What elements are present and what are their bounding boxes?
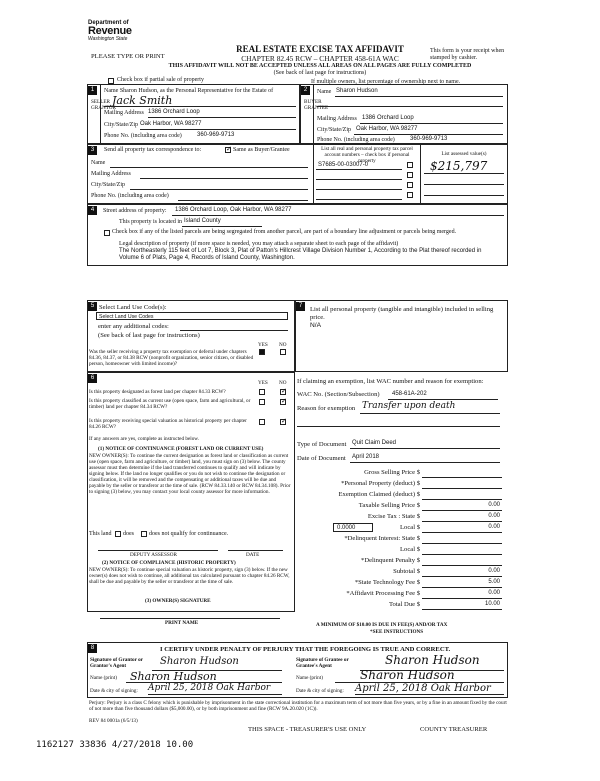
recording-stamp: 1162127 33836 4/27/2018 10.00: [36, 740, 194, 750]
tax-row-value[interactable]: 0.00: [488, 524, 500, 530]
doc-date[interactable]: April 2018: [352, 454, 380, 460]
s6-yes: YES: [258, 380, 268, 386]
personal-property-label: List all personal property (tangible and intangible) included in selling price.: [310, 306, 494, 321]
same-as-buyer-checkbox[interactable]: ✓: [226, 145, 232, 153]
tax-row-label: Taxable Selling Price $: [358, 502, 420, 509]
forest-no-checkbox[interactable]: ✓: [281, 387, 287, 395]
buyer-address[interactable]: 1386 Orchard Loop: [362, 115, 414, 121]
doc-type[interactable]: Quit Claim Deed: [352, 440, 397, 446]
if-yes-note: If any answers are yes, complete as instructed below.: [89, 436, 200, 442]
seller-phone[interactable]: 360-969-9713: [197, 132, 235, 138]
assessed-header: List assessed value(s): [441, 151, 487, 157]
current-use-yes-checkbox[interactable]: [259, 399, 265, 405]
parcel-number[interactable]: S7685-00-03007-0: [318, 162, 369, 168]
local-rate-box[interactable]: 0.0000: [333, 523, 373, 532]
print-name-label: PRINT NAME: [165, 620, 199, 626]
s6-no: NO: [279, 380, 287, 386]
historic-no-checkbox[interactable]: ✓: [281, 417, 287, 425]
tax-row-label: Local $: [400, 524, 420, 531]
buyer-grantee-label: BUYER GRANTEE: [304, 99, 329, 111]
personal-property-checkbox-3[interactable]: [407, 182, 413, 188]
seller-name-label: Name Sharon Hudson, as the Personal Representative for the Estate of: [104, 88, 274, 94]
wac-number[interactable]: 458-61A-202: [392, 391, 427, 397]
reason-hand: Transfer upon death: [362, 401, 456, 411]
tax-row-value[interactable]: 10.00: [484, 601, 500, 607]
send-correspondence-label: Send all property tax correspondence to:: [104, 147, 202, 153]
deputy-assessor: DEPUTY ASSESSOR: [130, 552, 177, 558]
personal-property-checkbox-2[interactable]: [407, 172, 413, 178]
s3-address-label: Mailing Address: [91, 171, 131, 177]
buyer-city-label: City/State/Zip: [317, 127, 351, 133]
segregated-checkbox[interactable]: [104, 230, 110, 236]
partial-sale-label: Check box if partial sale of property: [117, 77, 204, 83]
seller-address-label: Mailing Address: [104, 110, 144, 116]
exempt-no-checkbox[interactable]: [280, 349, 286, 355]
historic-q: Is this property receiving special valuation as historical property per chapter 84.26 RCW?: [89, 418, 247, 430]
form-chapter: CHAPTER 82.45 RCW – CHAPTER 458-61A WAC: [241, 54, 399, 63]
current-use-q: Is this property classified as current use (open space, farm and agricultural, or timber) land per chapter 84.34 RCW?: [89, 398, 251, 410]
exemption-claim-label: If claiming an exemption, list WAC number and reason for exemption:: [297, 378, 484, 385]
name-print-right-label: Name (print): [296, 675, 323, 681]
tax-row-label: Excise Tax : State $: [367, 513, 420, 520]
seller-name-hand: Jack Smith: [112, 94, 173, 107]
section-3-marker: 3: [88, 146, 97, 155]
multiple-owners-note: If multiple owners, list percentage of ownership next to name.: [311, 79, 461, 85]
type-or-print: PLEASE TYPE OR PRINT: [91, 53, 165, 60]
buyer-address-label: Mailing Address: [317, 116, 357, 122]
date-city-left-label: Date & city of signing:: [90, 688, 138, 694]
tax-row-value[interactable]: 0.00: [488, 502, 500, 508]
personal-property-checkbox-1[interactable]: [407, 162, 413, 168]
buyer-phone-label: Phone No. (including area code): [317, 137, 395, 143]
see-instructions: *SEE INSTRUCTIONS: [370, 629, 424, 635]
certify-statement: I CERTIFY UNDER PENALTY OF PERJURY THAT THE FOREGOING IS TRUE AND CORRECT.: [160, 646, 451, 653]
name-print-left-label: Name (print): [90, 675, 117, 681]
street-label: Street address of property:: [103, 208, 167, 214]
county[interactable]: Island County: [184, 218, 221, 224]
section-5-marker: 5: [88, 302, 97, 311]
section-2-marker: 2: [301, 86, 310, 95]
s3-name-label: Name: [91, 160, 106, 166]
does-label: does: [123, 531, 134, 537]
reason-label: Reason for exemption: [297, 405, 356, 412]
treasurer-use: THIS SPACE - TREASURER'S USE ONLY: [248, 726, 367, 733]
legal-label: Legal description of property (if more space is needed, you may attach a separate sheet to each page of the affidavit): [119, 241, 399, 247]
dor-logo: Department of Revenue Washington State: [88, 20, 132, 42]
receipt-note: This form is your receipt when stamped by cashier.: [430, 48, 505, 61]
sig-grantor-hand: Sharon Hudson: [160, 656, 239, 667]
name-print-left-hand: Sharon Hudson: [130, 670, 217, 683]
assessed-value-hand: $215,797: [430, 159, 488, 173]
land-does-not-checkbox[interactable]: [141, 531, 147, 537]
wac-label: WAC No. (Section/Subsection): [297, 391, 380, 398]
exempt-yes-checkbox[interactable]: [259, 349, 265, 355]
s3-city-label: City/State/Zip: [91, 182, 125, 188]
notice-continuance-body: NEW OWNER(S): To continue the current designation as forest land or classification as current use (open space, farm and agriculture, or timber) land, you must sign on (3) below. The county assessor must then determine if the land transferred continues to qualify and will indicate by signing below. If the land no longer qualifies or you do not wish to continue the designation or classification, it will be removed and the compensating or additional taxes will be due and payable by the seller or transferor at the time of sale. (RCW 84.33.140 or RCW 84.34.108). Prior to signing (3) below, you may contact your local county assessor for more information.: [89, 453, 291, 495]
tax-row-label: *Affidavit Processing Fee $: [346, 590, 420, 597]
s3-phone-label: Phone No. (including area code): [91, 193, 169, 199]
personal-property-checkbox-4[interactable]: [407, 192, 413, 198]
form-title: REAL ESTATE EXCISE TAX AFFIDAVIT: [236, 44, 404, 54]
section-6-marker: 6: [88, 374, 97, 383]
segregated-label: Check box if any of the listed parcels are being segregated from another parcel, are part of a boundary line adjustment or parcels being merged.: [112, 229, 457, 235]
see-back-note: (See back of last page for instructions): [273, 70, 367, 76]
s5-yes: YES: [258, 342, 268, 348]
sig-grantor-label: Signature of Grantor or Grantor's Agent: [90, 657, 143, 669]
section-7-marker: 7: [296, 302, 305, 311]
tax-row-value[interactable]: 5.00: [488, 579, 500, 585]
land-label: This land: [89, 531, 112, 537]
street-address[interactable]: 1386 Orchard Loop, Oak Harbor, WA 98277: [175, 207, 292, 213]
doc-date-label: Date of Document: [297, 455, 346, 462]
section-1-marker: 1: [88, 86, 97, 95]
s5-no: NO: [279, 342, 287, 348]
section-8-marker: 8: [88, 644, 97, 653]
notice-continuance-title: (1) NOTICE OF CONTINUANCE (FOREST LAND OR CURRENT USE): [98, 446, 264, 452]
legal-description[interactable]: The Northeasterly 115 feet of Lot 7, Block 3, Plat of Patton's Hillcrest Village Division Number 1, According to the Plat thereof recorded in Volume 6 of Plats, Page 4, Records of Island County, Washington.: [119, 248, 482, 261]
tax-row-label: Exemption Claimed (deduct) $: [338, 491, 420, 498]
seller-phone-label: Phone No. (including area code): [104, 133, 182, 139]
tax-row-label: Subtotal $: [393, 568, 420, 575]
tax-row-label: *Personal Property (deduct) $: [341, 480, 420, 487]
exemption-question: Was the seller receiving a property tax exemption or deferral under chapters 84.36, 84.37, or 84.38 RCW (nonprofit organization, senior citizen, or disabled person, homeowner with limited income)?: [89, 349, 254, 367]
additional-codes-label: enter any additional codes:: [98, 323, 169, 330]
buyer-name[interactable]: Sharon Hudson: [336, 88, 378, 94]
seller-city[interactable]: Oak Harbor, WA 98277: [140, 121, 202, 127]
seller-grantor-label: SELLER GRANTOR: [91, 99, 116, 111]
land-does-checkbox[interactable]: [115, 531, 121, 537]
tax-row-value[interactable]: 0.00: [488, 568, 500, 574]
minimum-due: A MINIMUM OF $10.00 IS DUE IN FEE(S) AND/OR TAX: [316, 622, 448, 628]
tax-row-label: *State Technology Fee $: [354, 579, 420, 586]
name-print-right-hand: Sharon Hudson: [360, 668, 455, 682]
seller-address[interactable]: 1386 Orchard Loop: [148, 109, 200, 115]
select-land-use-label: Select Land Use Code(s):: [99, 304, 167, 311]
perjury-notice: Perjury: Perjury is a class C felony which is punishable by imprisonment in the state correctional institution for a maximum term of not more than five years, or by a fine in an amount fixed by the court of not more than five thousand dollars ($5,000.00), or by both imprisonment and fine (RCW 9A.20.020 (1C)).: [89, 700, 507, 712]
forest-land-q: Is this property designated as forest land per chapter 84.33 RCW?: [89, 389, 226, 395]
buyer-name-label: Name: [317, 89, 332, 95]
sig-grantee-label: Signature of Grantee or Grantee's Agent: [296, 657, 349, 669]
same-as-buyer-label: Same as Buyer/Grantee: [233, 147, 290, 153]
form-warning: THIS AFFIDAVIT WILL NOT BE ACCEPTED UNLESS ALL AREAS ON ALL PAGES ARE FULLY COMPLETED: [168, 63, 472, 69]
seller-city-label: City/State/Zip: [104, 122, 138, 128]
located-label: This property is located in: [119, 219, 182, 225]
sig-grantee-hand: Sharon Hudson: [385, 653, 480, 667]
parcel-header: List all real and personal property tax parcel account numbers – check box if personal property: [321, 146, 413, 164]
doc-type-label: Type of Document: [297, 441, 347, 448]
tax-row-value[interactable]: 0.00: [488, 590, 500, 596]
tax-row-label: *Delinquent Penalty $: [361, 557, 420, 564]
rev-number: REV 84 0001a (6/5/13): [89, 718, 138, 724]
notice-compliance-title: (2) NOTICE OF COMPLIANCE (HISTORIC PROPERTY): [102, 560, 236, 566]
personal-property-value[interactable]: N/A: [310, 322, 321, 329]
forest-yes-checkbox[interactable]: [259, 389, 265, 395]
owner-signature: (3) OWNER(S) SIGNATURE: [145, 598, 211, 604]
tax-row-label: *Delinquent Interest: State $: [344, 535, 420, 542]
deputy-date: DATE: [246, 552, 260, 558]
date-city-left-hand: April 25, 2018 Oak Harbor: [148, 683, 271, 693]
section-4-marker: 4: [88, 206, 97, 215]
current-use-no-checkbox[interactable]: ✓: [281, 397, 287, 405]
tax-row-value[interactable]: 0.00: [488, 513, 500, 519]
notice-compliance-body: NEW OWNER(S): To continue special valuation as historic property, sign (3) below. If the new owner(s) does not wish to continue, all additional tax calculated pursuant to chapter 84.26 RCW, shall be due and payable by the seller or transferor at the time of sale.: [89, 567, 290, 585]
date-city-right-hand: April 25, 2018 Oak Harbor: [355, 683, 491, 694]
date-city-right-label: Date & city of signing:: [296, 688, 344, 694]
does-not-label: does not qualify for continuance.: [149, 531, 229, 537]
tax-row-label: Local $: [400, 546, 420, 553]
buyer-phone[interactable]: 360-969-9713: [410, 136, 448, 142]
tax-row-label: Total Due $: [388, 601, 420, 608]
tax-row-label: Gross Selling Price $: [364, 469, 420, 476]
county-treasurer: COUNTY TREASURER: [420, 726, 488, 733]
historic-yes-checkbox[interactable]: [259, 419, 265, 425]
land-use-select[interactable]: Select Land Use Codes: [96, 312, 288, 320]
buyer-city[interactable]: Oak Harbor, WA 98277: [356, 126, 418, 132]
s5-see-back: (See back of last page for instructions): [98, 332, 200, 339]
